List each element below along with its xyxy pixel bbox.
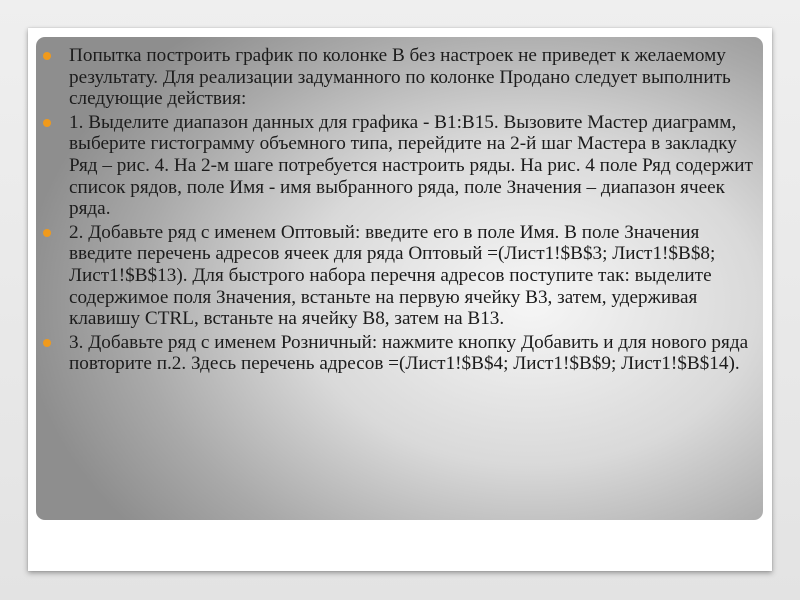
slide bbox=[28, 28, 772, 571]
bullet-item-step-2 bbox=[36, 222, 763, 330]
bullet-text: Попытка построить график по колонке В без настроек не приведет к желаемому результату. Для реализации задуманного по колонке Продано следует выполнить следующие действия: bbox=[69, 45, 731, 110]
orange-circle-bullet-icon bbox=[43, 339, 51, 347]
bullet-text: 2. Добавьте ряд с именем Оптовый: введите его в поле Имя. В поле Значения введите перечень адресов ячеек для ряда Оптовый =(Лист1!$B$3; Лист1!$B$8; Лист1!$B$13). Для быстрого набора перечня адресов поступите так: выделите содержимое поля Значения, встаньте на первую ячейку В3, затем, удерживая клавишу CTRL, встаньте на ячейку В8, затем на В13. bbox=[69, 221, 716, 330]
bullet-text: 1. Выделите диапазон данных для графика - В1:В15. Вызовите Мастер диаграмм, выберите гистограмму объемного типа, перейдите на 2-й шаг Мастера в закладку Ряд – рис. 4. На 2-м шаге потребуется настроить ряды. На рис. 4 поле Ряд содержит список рядов, поле Имя - имя выбранного ряда, поле Значения – диапазон ячеек ряда. bbox=[69, 111, 753, 220]
orange-circle-bullet-icon bbox=[43, 229, 51, 237]
orange-circle-bullet-icon bbox=[43, 119, 51, 127]
orange-circle-bullet-icon bbox=[43, 52, 51, 60]
bullet-item-step-3 bbox=[36, 332, 763, 375]
content-panel bbox=[36, 37, 763, 520]
bullet-item-intro bbox=[36, 45, 763, 110]
bullet-text: 3. Добавьте ряд с именем Розничный: нажмите кнопку Добавить и для нового ряда повторите п.2. Здесь перечень адресов =(Лист1!$B$4; Лист1!$B$9; Лист1!$B$14). bbox=[69, 331, 749, 375]
bullet-item-step-1 bbox=[36, 112, 763, 220]
bullet-list bbox=[36, 45, 763, 377]
